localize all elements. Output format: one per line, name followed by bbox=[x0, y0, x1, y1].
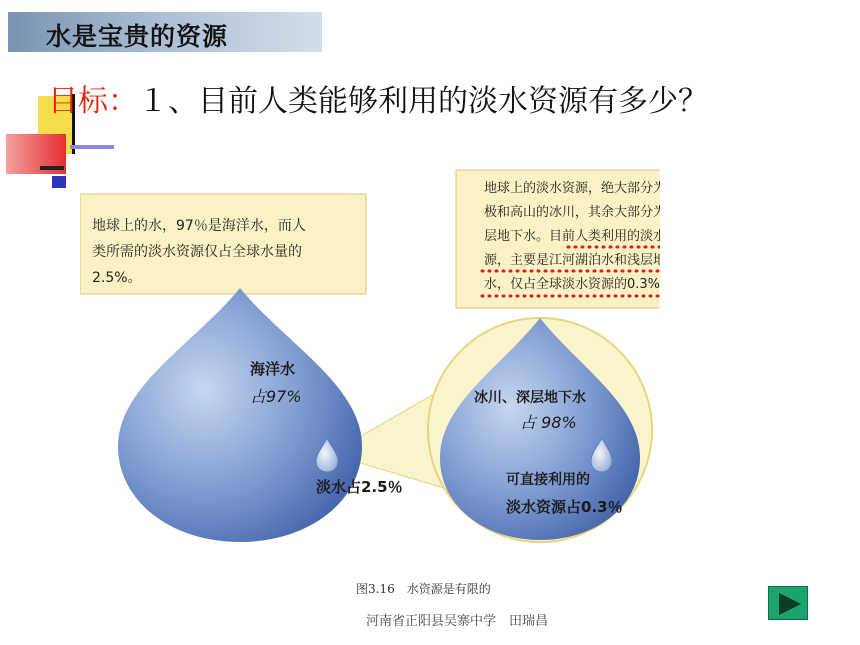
usable-percent: 淡水资源占0.3％ bbox=[506, 498, 623, 516]
right-text-line-4: 源，主要是江河湖泊水和浅层地下 bbox=[484, 253, 660, 268]
next-slide-button[interactable] bbox=[768, 586, 808, 620]
right-text-line-3: 层地下水。目前人类利用的淡水资 bbox=[484, 229, 660, 244]
footer-credit: 河南省正阳县吴寨中学 田瑞昌 bbox=[366, 614, 549, 629]
right-text-line-5: 水，仅占全球淡水资源的0.3%。 bbox=[484, 277, 660, 292]
goal-label: 目标： bbox=[48, 84, 138, 119]
figure-illustration bbox=[80, 168, 660, 580]
usable-label: 可直接利用的 bbox=[506, 472, 590, 488]
decor-blue-line bbox=[70, 145, 114, 149]
page-title: 水是宝贵的资源 bbox=[46, 22, 229, 51]
right-text-line-2: 极和高山的冰川，其余大部分为深 bbox=[484, 205, 660, 220]
decor-blue-square bbox=[52, 176, 66, 188]
ocean-water-drop bbox=[118, 288, 362, 542]
left-text-line-1: 地球上的水，97％是海洋水，而人 bbox=[92, 218, 306, 234]
goal-heading bbox=[48, 82, 708, 122]
title-bar bbox=[8, 12, 322, 52]
right-text-line-1: 地球上的淡水资源，绝大部分为两 bbox=[484, 181, 660, 196]
fresh-percent-label: 淡水占2.5％ bbox=[316, 478, 403, 496]
goal-question: １、目前人类能够利用的淡水资源有多少？ bbox=[138, 84, 708, 119]
decor-black-bar bbox=[40, 166, 64, 170]
glacier-percent: 占 98% bbox=[520, 413, 577, 432]
figure-caption: 图3.16 水资源是有限的 bbox=[356, 582, 491, 596]
left-text-line-3: 2.5%。 bbox=[92, 270, 142, 286]
play-triangle-icon bbox=[769, 587, 809, 621]
ocean-label: 海洋水 bbox=[250, 360, 296, 378]
glacier-label: 冰川、深层地下水 bbox=[474, 390, 586, 406]
left-text-line-2: 类所需的淡水资源仅占全球水量的 bbox=[92, 244, 302, 260]
water-resource-figure bbox=[80, 168, 660, 580]
ocean-percent: 占97% bbox=[250, 387, 302, 406]
